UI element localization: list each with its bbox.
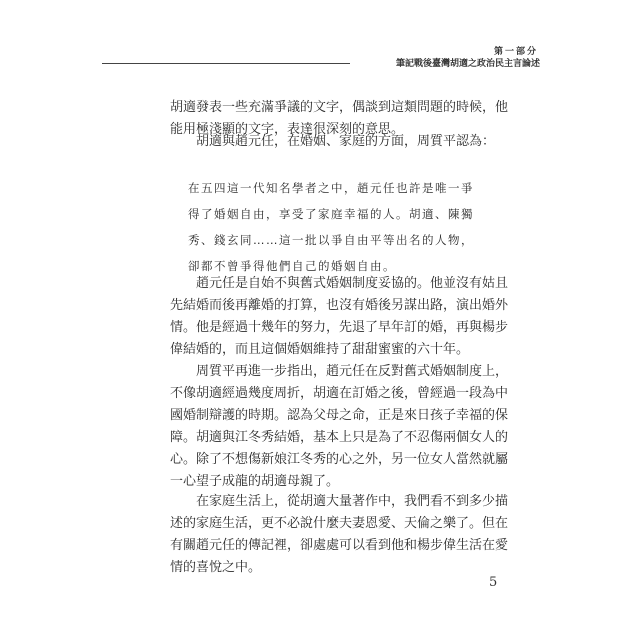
- paragraph-hu-marriage: [170, 361, 509, 493]
- header-divider: [102, 63, 350, 64]
- quote-line: 卻都不曾爭得他們自己的婚姻自由。: [188, 259, 396, 273]
- text-line: 不像胡適經過幾度周折，胡適在訂婚之後，曾經過一段為中: [170, 386, 509, 401]
- text-line: 能用極淺顯的文字，表達很深刻的意思。: [170, 122, 405, 137]
- paragraph-quote-lead: [170, 131, 494, 153]
- text-line: 一心望子成龍的胡適母親了。: [170, 474, 340, 489]
- text-line: 先結婚而後再離婚的打算，也沒有婚後另謀出路，演出婚外: [170, 298, 509, 313]
- quote-line: 得了婚姻自由，享受了家庭幸福的人。胡適、陳獨: [188, 207, 474, 221]
- text-line: 胡適發表一些充滿爭議的文字，偶談到這類問題的時候，他: [170, 100, 509, 115]
- text-line: 情的喜悅之中。: [170, 560, 262, 575]
- quote-line: 在五四這一代知名學者之中，趙元任也許是唯一爭: [188, 181, 474, 195]
- text-line: 趙元任是自始不與舊式婚姻制度妥協的。他並沒有姑且: [196, 276, 509, 291]
- text-line: 胡適與趙元任，在婚姻、家庭的方面，周質平認為：: [196, 134, 496, 149]
- text-line: 述的家庭生活，更不必說什麼夫妻恩愛、天倫之樂了。但在: [170, 516, 509, 531]
- text-line: 有關趙元任的傳記裡，卻處處可以看到他和楊步偉生活在愛: [170, 538, 509, 553]
- text-line: 在家庭生活上，從胡適大量著作中，我們看不到多少描: [196, 494, 509, 509]
- header-subtitle: 筆記戰後臺灣胡適之政治民主言論述: [395, 59, 540, 69]
- quote-line: 秀、錢玄同……這一批以爭自由平等出名的人物，: [188, 233, 474, 247]
- block-quote: [188, 175, 488, 279]
- paragraph-family-life: [170, 491, 509, 579]
- text-line: 周質平再進一步指出，趙元任在反對舊式婚姻制度上，: [196, 364, 509, 379]
- text-line: 障。胡適與江冬秀結婚，基本上只是為了不忍傷兩個女人的: [170, 430, 509, 445]
- page-number: 5: [489, 575, 498, 590]
- paragraph-zhao-marriage: [170, 273, 509, 361]
- text-line: 偉結婚的，而且這個婚姻維持了甜甜蜜蜜的六十年。: [170, 342, 470, 357]
- text-line: 情。他是經過十幾年的努力，先退了早年訂的婚，再與楊步: [170, 320, 509, 335]
- text-line: 心。除了不想傷新娘江冬秀的心之外，另一位女人當然就屬: [170, 452, 509, 467]
- header-part-label: 第一部分: [493, 47, 538, 57]
- text-line: 國婚制辯護的時期。認為父母之命，正是來日孩子幸福的保: [170, 408, 509, 423]
